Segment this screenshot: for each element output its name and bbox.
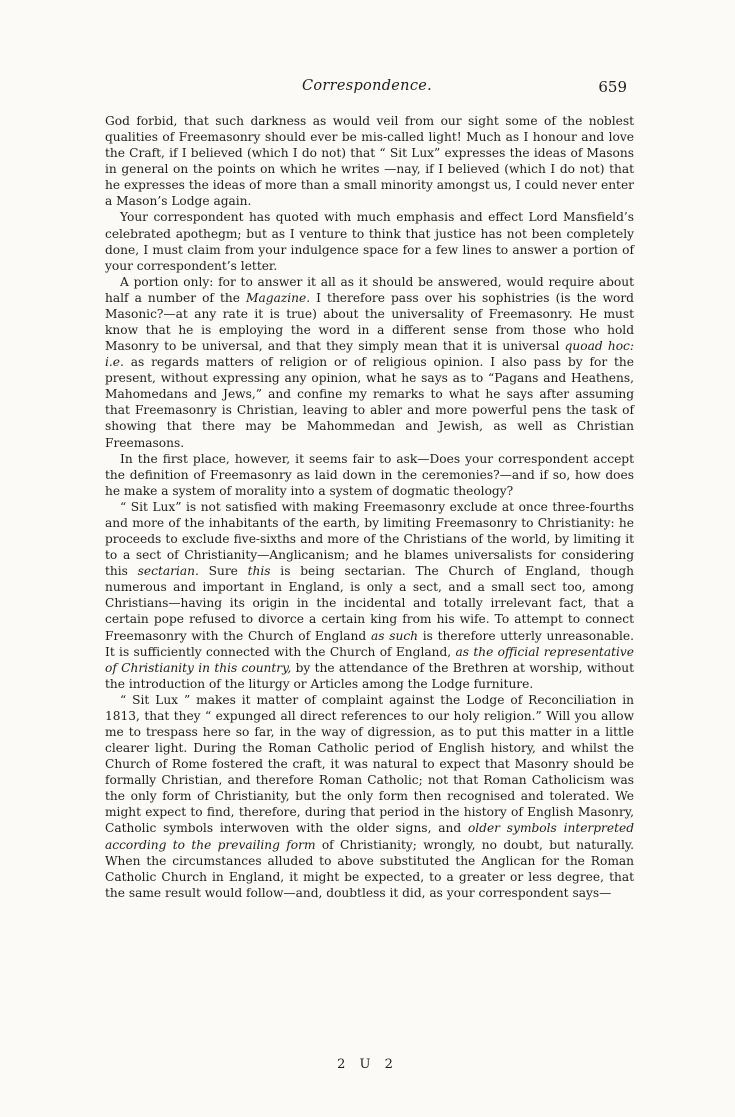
italic-text: this xyxy=(247,564,271,579)
text-run: God forbid, that such darkness as would veil from our sight some of the noblest qualities of Freemasonry should ever be mis-called light! Much as I honour and love the Craft, if I believed (which I do not) that “ Sit Lux” expresses the ideas of Masons in general on the points on which he writes —nay, if I believed (which I do not) that he expresses the ideas of more than a small minority amongst us, I could never enter a Mason’s Lodge again. xyxy=(105,114,634,209)
running-title: Correspondence. xyxy=(301,78,433,94)
italic-text: sectarian. xyxy=(137,564,199,579)
text-run: of Christianity; wrongly, no doubt, but naturally. When the circumstances alluded to above substituted the Anglican for the Roman Catholic Church in England, it might be expected, to a greater or less degree, that the same result would follow—and, doubtless it did, as your correspondent says— xyxy=(105,837,634,900)
text-run: Sure xyxy=(198,564,248,579)
text-run: Your correspondent has quoted with much emphasis and effect Lord Mansfield’s celebrated apothegm; but as I venture to think that justice has not been completely done, I must claim from your indulgence space for a few lines to answer a portion of your correspondent’s letter. xyxy=(105,210,634,273)
paragraph xyxy=(105,113,634,209)
signature-mark: 2 U 2 xyxy=(337,1057,398,1072)
italic-text: as the official representative of Christianity in this country, xyxy=(105,644,634,675)
page-number: 659 xyxy=(598,78,627,96)
page-header xyxy=(105,78,629,102)
paragraph xyxy=(105,209,634,273)
italic-text: Magazine. xyxy=(246,290,311,305)
paragraph xyxy=(105,451,634,499)
article-body xyxy=(105,113,634,901)
text-run: A portion only: for to answer it all as it should be answered, would require about half a number of the xyxy=(105,274,634,305)
italic-text: older symbols interpreted according to the prevailing form xyxy=(105,821,635,852)
text-run: is being sectarian. The Church of England, though numerous and important in England, is only a sect, and a small sect too, among Christians—having its origin in the incidental and totally irrelevant fact, that a certain pope refused to divorce a certain king from his wife. To attempt to connect Freemasonry with the Church of England xyxy=(105,564,634,643)
text-run: I therefore pass over his sophistries (is the word Masonic?—at any rate it is true) about the universality of Freemasonry. He must know that he is employing the word in a different sense from those who hold Masonry to be universal, and that they simply mean that it is universal xyxy=(105,290,634,354)
italic-text: as such xyxy=(370,628,418,643)
text-run: “ Sit Lux” is not satisfied with making Freemasonry exclude at once three-fourths and more of the inhabitants of the earth, by limiting Freemasonry to Christianity: he proceeds to exclude five-sixths and more of the Christians of the world, by limiting it to a sect of Christianity—Anglicanism; and he blames universalists for considering this xyxy=(105,499,634,579)
paragraph xyxy=(105,499,634,692)
text-run: is therefore utterly unreasonable. It is sufficiently connected with the Church of England, xyxy=(105,628,634,659)
italic-text: quoad hoc: i.e. xyxy=(105,339,634,370)
paragraph xyxy=(105,692,634,901)
text-run: by the attendance of the Brethren at worship, without the introduction of the liturgy or Articles among the Lodge furniture. xyxy=(105,660,634,691)
text-run: as regards matters of religion or of religious opinion. I also pass by for the present, without expressing any opinion, what he says as to “Pagans and Heathens, Mahomedans and Jews,” and confine my remarks to what he says after assuming that Freemasonry is Christian, leaving to abler and more powerful pens the task of showing that there may be Mahommedan and Jewish, as well as Christian Freemasons. xyxy=(105,355,634,450)
text-run: In the first place, however, it seems fair to ask—Does your correspondent accept the definition of Freemasonry as laid down in the ceremonies?—and if so, how does he make a system of morality into a system of dogmatic theology? xyxy=(105,451,634,498)
paragraph xyxy=(105,274,634,451)
text-run: “ Sit Lux ” makes it matter of complaint against the Lodge of Reconciliation in 1813, that they “ expunged all direct references to our holy religion.” Will you allow me to trespass here so far, in the way of digression, as to put this matter in a little clearer light. During the Roman Catholic period of English history, and whilst the Church of Rome fostered the craft, it was natural to expect that Masonry should be formally Christian, and therefore Roman Catholic; not that Roman Catholicism was the only form of Christianity, but the only form then recognised and tolerated. We might expect to find, therefore, during that period in the history of English Masonry, Catholic symbols interwoven with the older signs, and xyxy=(105,692,634,836)
